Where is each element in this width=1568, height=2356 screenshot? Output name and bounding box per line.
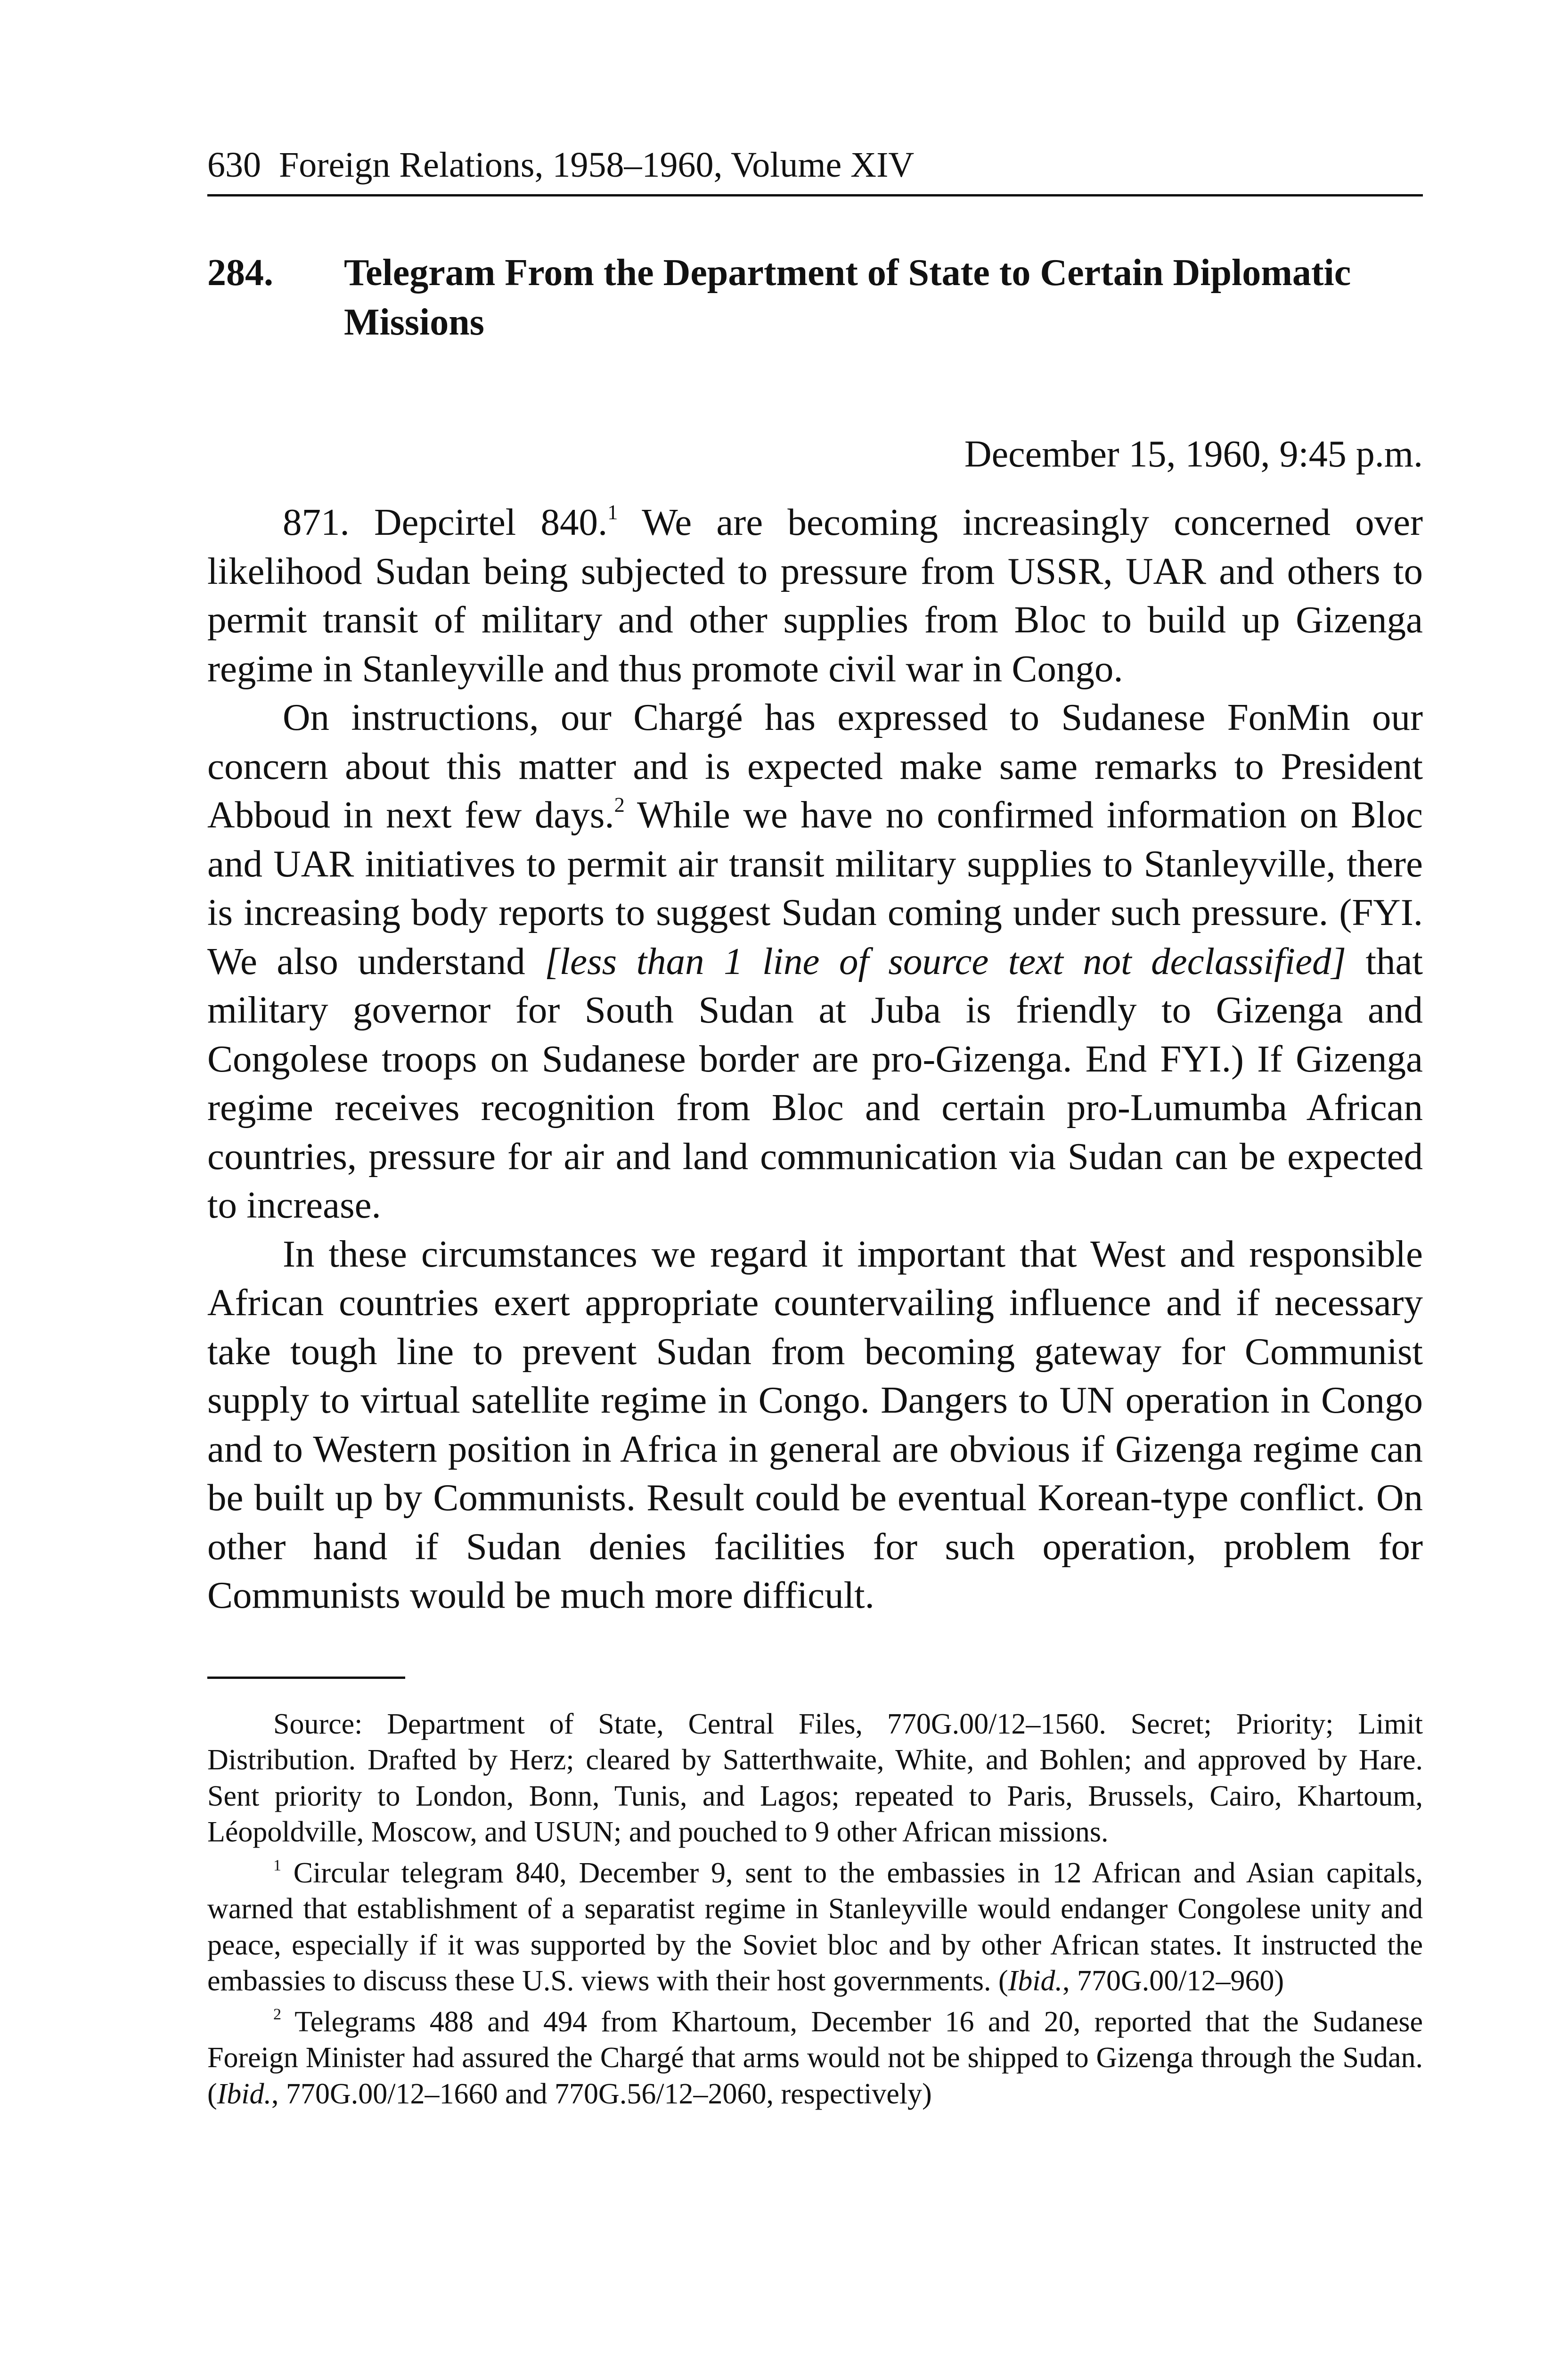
redaction-note: [less than 1 line of source text not declassified] bbox=[545, 940, 1347, 982]
document-heading bbox=[207, 248, 1423, 347]
footnote-text: , 770G.00/12–1660 and 770G.56/12–2060, respectively) bbox=[271, 2078, 932, 2110]
footnote-divider bbox=[207, 1677, 405, 1679]
ibid: Ibid. bbox=[217, 2078, 272, 2110]
telegram-number: 871. Depcirtel 840. bbox=[283, 501, 608, 543]
running-header bbox=[207, 141, 1423, 196]
paragraph-text: While we have no confirmed information on Bloc and UAR initiatives to permit air transit military supplies to Stanleyville, there is increasing body reports to suggest Sudan coming under such pressure. (FYI. We also understand bbox=[207, 794, 1423, 982]
footnote-text: Circular telegram 840, December 9, sent to the embassies in 12 African and Asian capitals, warned that establishment of a separatist regime in Stanleyville would endanger Congolese unity and peace, especially if it was supported by the Soviet bloc and by other African states. It instructed the embassies to discuss these U.S. views with their host governments. ( bbox=[207, 1857, 1423, 1997]
footnote-reference: 2 bbox=[614, 793, 625, 817]
footnote-reference: 1 bbox=[607, 500, 618, 524]
body-paragraph bbox=[207, 693, 1423, 1230]
document-number: 284. bbox=[207, 252, 273, 294]
document-page bbox=[207, 141, 1423, 2117]
footnote-2 bbox=[207, 2004, 1423, 2112]
dateline: December 15, 1960, 9:45 p.m. bbox=[964, 434, 1423, 475]
paragraph-text: On instructions, our Chargé has expressed to Sudanese FonMin our concern about this matter and is expected make same remarks to President Abboud in next few days. bbox=[207, 696, 1423, 836]
paragraph-text: that military governor for South Sudan at Juba is friendly to Gizenga and Congolese troops on Sudanese border are pro-Gizenga. End FYI.) If Gizenga regime receives recognition from Bloc and certain pro-Lumumba African countries, pressure for air and land communication via Sudan can be expected to increase. bbox=[207, 940, 1423, 1226]
running-title: Foreign Relations, 1958–1960, Volume XIV bbox=[279, 145, 915, 185]
paragraph-text: We are becoming increasingly concerned over likelihood Sudan being subjected to pressure from USSR, UAR and others to permit transit of military and other supplies from Bloc to build up Gizenga regime in Stanleyville and thus promote civil war in Congo. bbox=[207, 501, 1423, 690]
footnote-marker: 2 bbox=[273, 2005, 282, 2023]
telegram-body bbox=[207, 498, 1423, 1620]
footnote-marker: 1 bbox=[273, 1856, 282, 1874]
document-title: Telegram From the Department of State to Certain Diplomatic Missions bbox=[344, 252, 1351, 343]
body-paragraph: In these circumstances we regard it important that West and responsible African countries exert appropriate countervailing influence and if necessary take tough line to prevent Sudan from becoming gateway for Communist supply to virtual satellite regime in Congo. Dangers to UN operation in Congo and to Western position in Africa in general are obvious if Gizenga regime can be built up by Communists. Result could be eventual Korean-type conflict. On other hand if Sudan denies facilities for such operation, problem for Communists would be much more difficult. bbox=[207, 1232, 1423, 1616]
footnote-text: Telegrams 488 and 494 from Khartoum, December 16 and 20, reported that the Sudanese Foreign Minister had assured the Chargé that arms would not be shipped to Gizenga through the Sudan. ( bbox=[207, 2005, 1423, 2110]
ibid: Ibid. bbox=[1008, 1965, 1063, 1997]
footnote-1 bbox=[207, 1855, 1423, 1999]
page-number: 630 bbox=[207, 145, 261, 185]
body-paragraph bbox=[207, 498, 1423, 693]
footnote-text: , 770G.00/12–960) bbox=[1062, 1965, 1284, 1997]
source-note: Source: Department of State, Central Files, 770G.00/12–1560. Secret; Priority; Limit Distribution. Drafted by Herz; cleared by Satterthwaite, White, and Bohlen; and approved by Hare. Sent priority to London, Bonn, Tunis, and Lagos; repeated to Paris, Brussels, Cairo, Khartoum, Léopoldville, Moscow, and USUN; and pouched to 9 other African missions. bbox=[207, 1708, 1423, 1848]
footnotes bbox=[207, 1706, 1423, 2112]
